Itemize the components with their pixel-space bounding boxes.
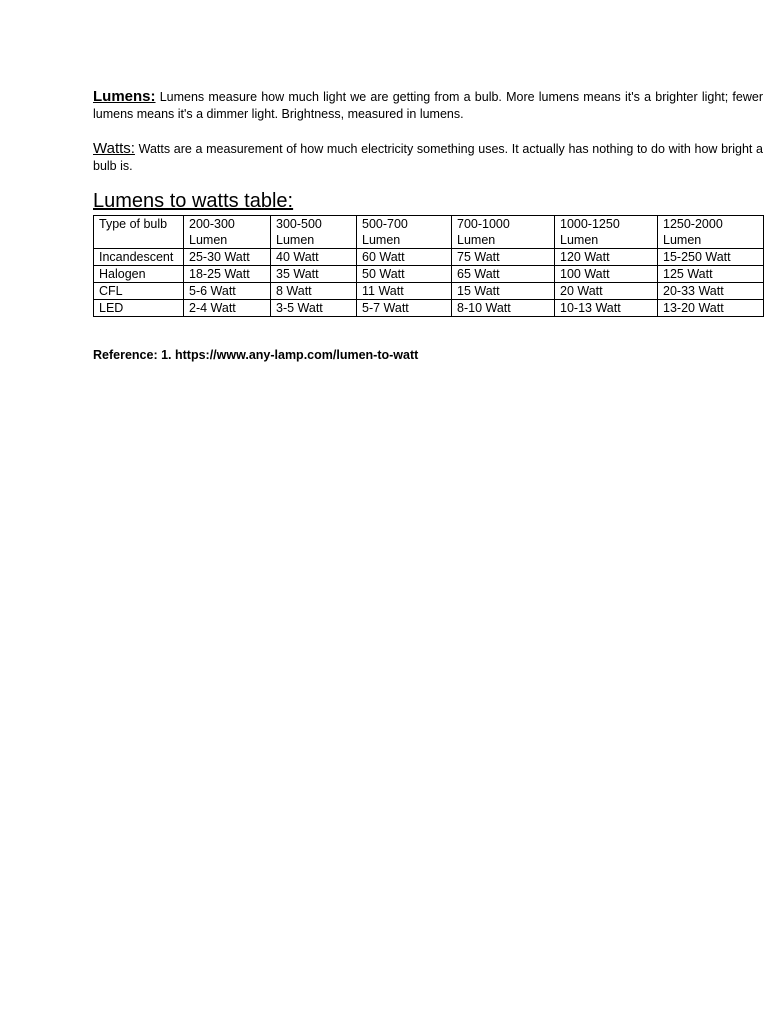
table-cell: 18-25 Watt: [184, 266, 271, 283]
table-cell: 25-30 Watt: [184, 249, 271, 266]
bulb-type-cell: Halogen: [94, 266, 184, 283]
table-row: [94, 300, 764, 317]
header-cell: 500-700 Lumen: [357, 216, 452, 249]
table-cell: 15 Watt: [452, 283, 555, 300]
reference-line: Reference: 1. https://www.any-lamp.com/lumen-to-watt: [93, 348, 419, 362]
watts-paragraph: [93, 140, 763, 175]
table-row: [94, 283, 764, 300]
lumens-to-watts-table: [93, 215, 764, 317]
table-cell: 40 Watt: [271, 249, 357, 266]
table-cell: 125 Watt: [658, 266, 764, 283]
table-cell: 13-20 Watt: [658, 300, 764, 317]
table-cell: 5-6 Watt: [184, 283, 271, 300]
table-cell: 65 Watt: [452, 266, 555, 283]
table-cell: 3-5 Watt: [271, 300, 357, 317]
table-cell: 8-10 Watt: [452, 300, 555, 317]
table-row: [94, 266, 764, 283]
table-header-row: [94, 216, 764, 249]
header-cell: 1000-1250 Lumen: [555, 216, 658, 249]
table-cell: 10-13 Watt: [555, 300, 658, 317]
bulb-type-cell: LED: [94, 300, 184, 317]
table-cell: 35 Watt: [271, 266, 357, 283]
document-page: [93, 88, 763, 364]
table-title: Lumens to watts table:: [93, 190, 294, 212]
table-cell: 20 Watt: [555, 283, 658, 300]
table-cell: 8 Watt: [271, 283, 357, 300]
bulb-type-cell: CFL: [94, 283, 184, 300]
watts-definition: Watts are a measurement of how much electricity something uses. It actually has nothing to do with how bright a bulb is.: [93, 142, 763, 173]
header-cell: Type of bulb: [94, 216, 184, 249]
header-cell: 1250-2000 Lumen: [658, 216, 764, 249]
table-cell: 2-4 Watt: [184, 300, 271, 317]
bulb-type-cell: Incandescent: [94, 249, 184, 266]
table-cell: 120 Watt: [555, 249, 658, 266]
lumens-definition: Lumens measure how much light we are getting from a bulb. More lumens means it's a brighter light; fewer lumens means it's a dimmer light. Brightness, measured in lumens.: [93, 90, 763, 121]
table-cell: 11 Watt: [357, 283, 452, 300]
table-cell: 20-33 Watt: [658, 283, 764, 300]
header-cell: 300-500 Lumen: [271, 216, 357, 249]
table-cell: 100 Watt: [555, 266, 658, 283]
header-cell: 700-1000 Lumen: [452, 216, 555, 249]
lumens-term: Lumens:: [93, 88, 156, 105]
lumens-paragraph: [93, 88, 763, 123]
watts-term: Watts:: [93, 140, 135, 157]
table-cell: 50 Watt: [357, 266, 452, 283]
header-cell: 200-300 Lumen: [184, 216, 271, 249]
table-cell: 75 Watt: [452, 249, 555, 266]
table-row: [94, 249, 764, 266]
table-cell: 5-7 Watt: [357, 300, 452, 317]
table-cell: 15-250 Watt: [658, 249, 764, 266]
table-cell: 60 Watt: [357, 249, 452, 266]
